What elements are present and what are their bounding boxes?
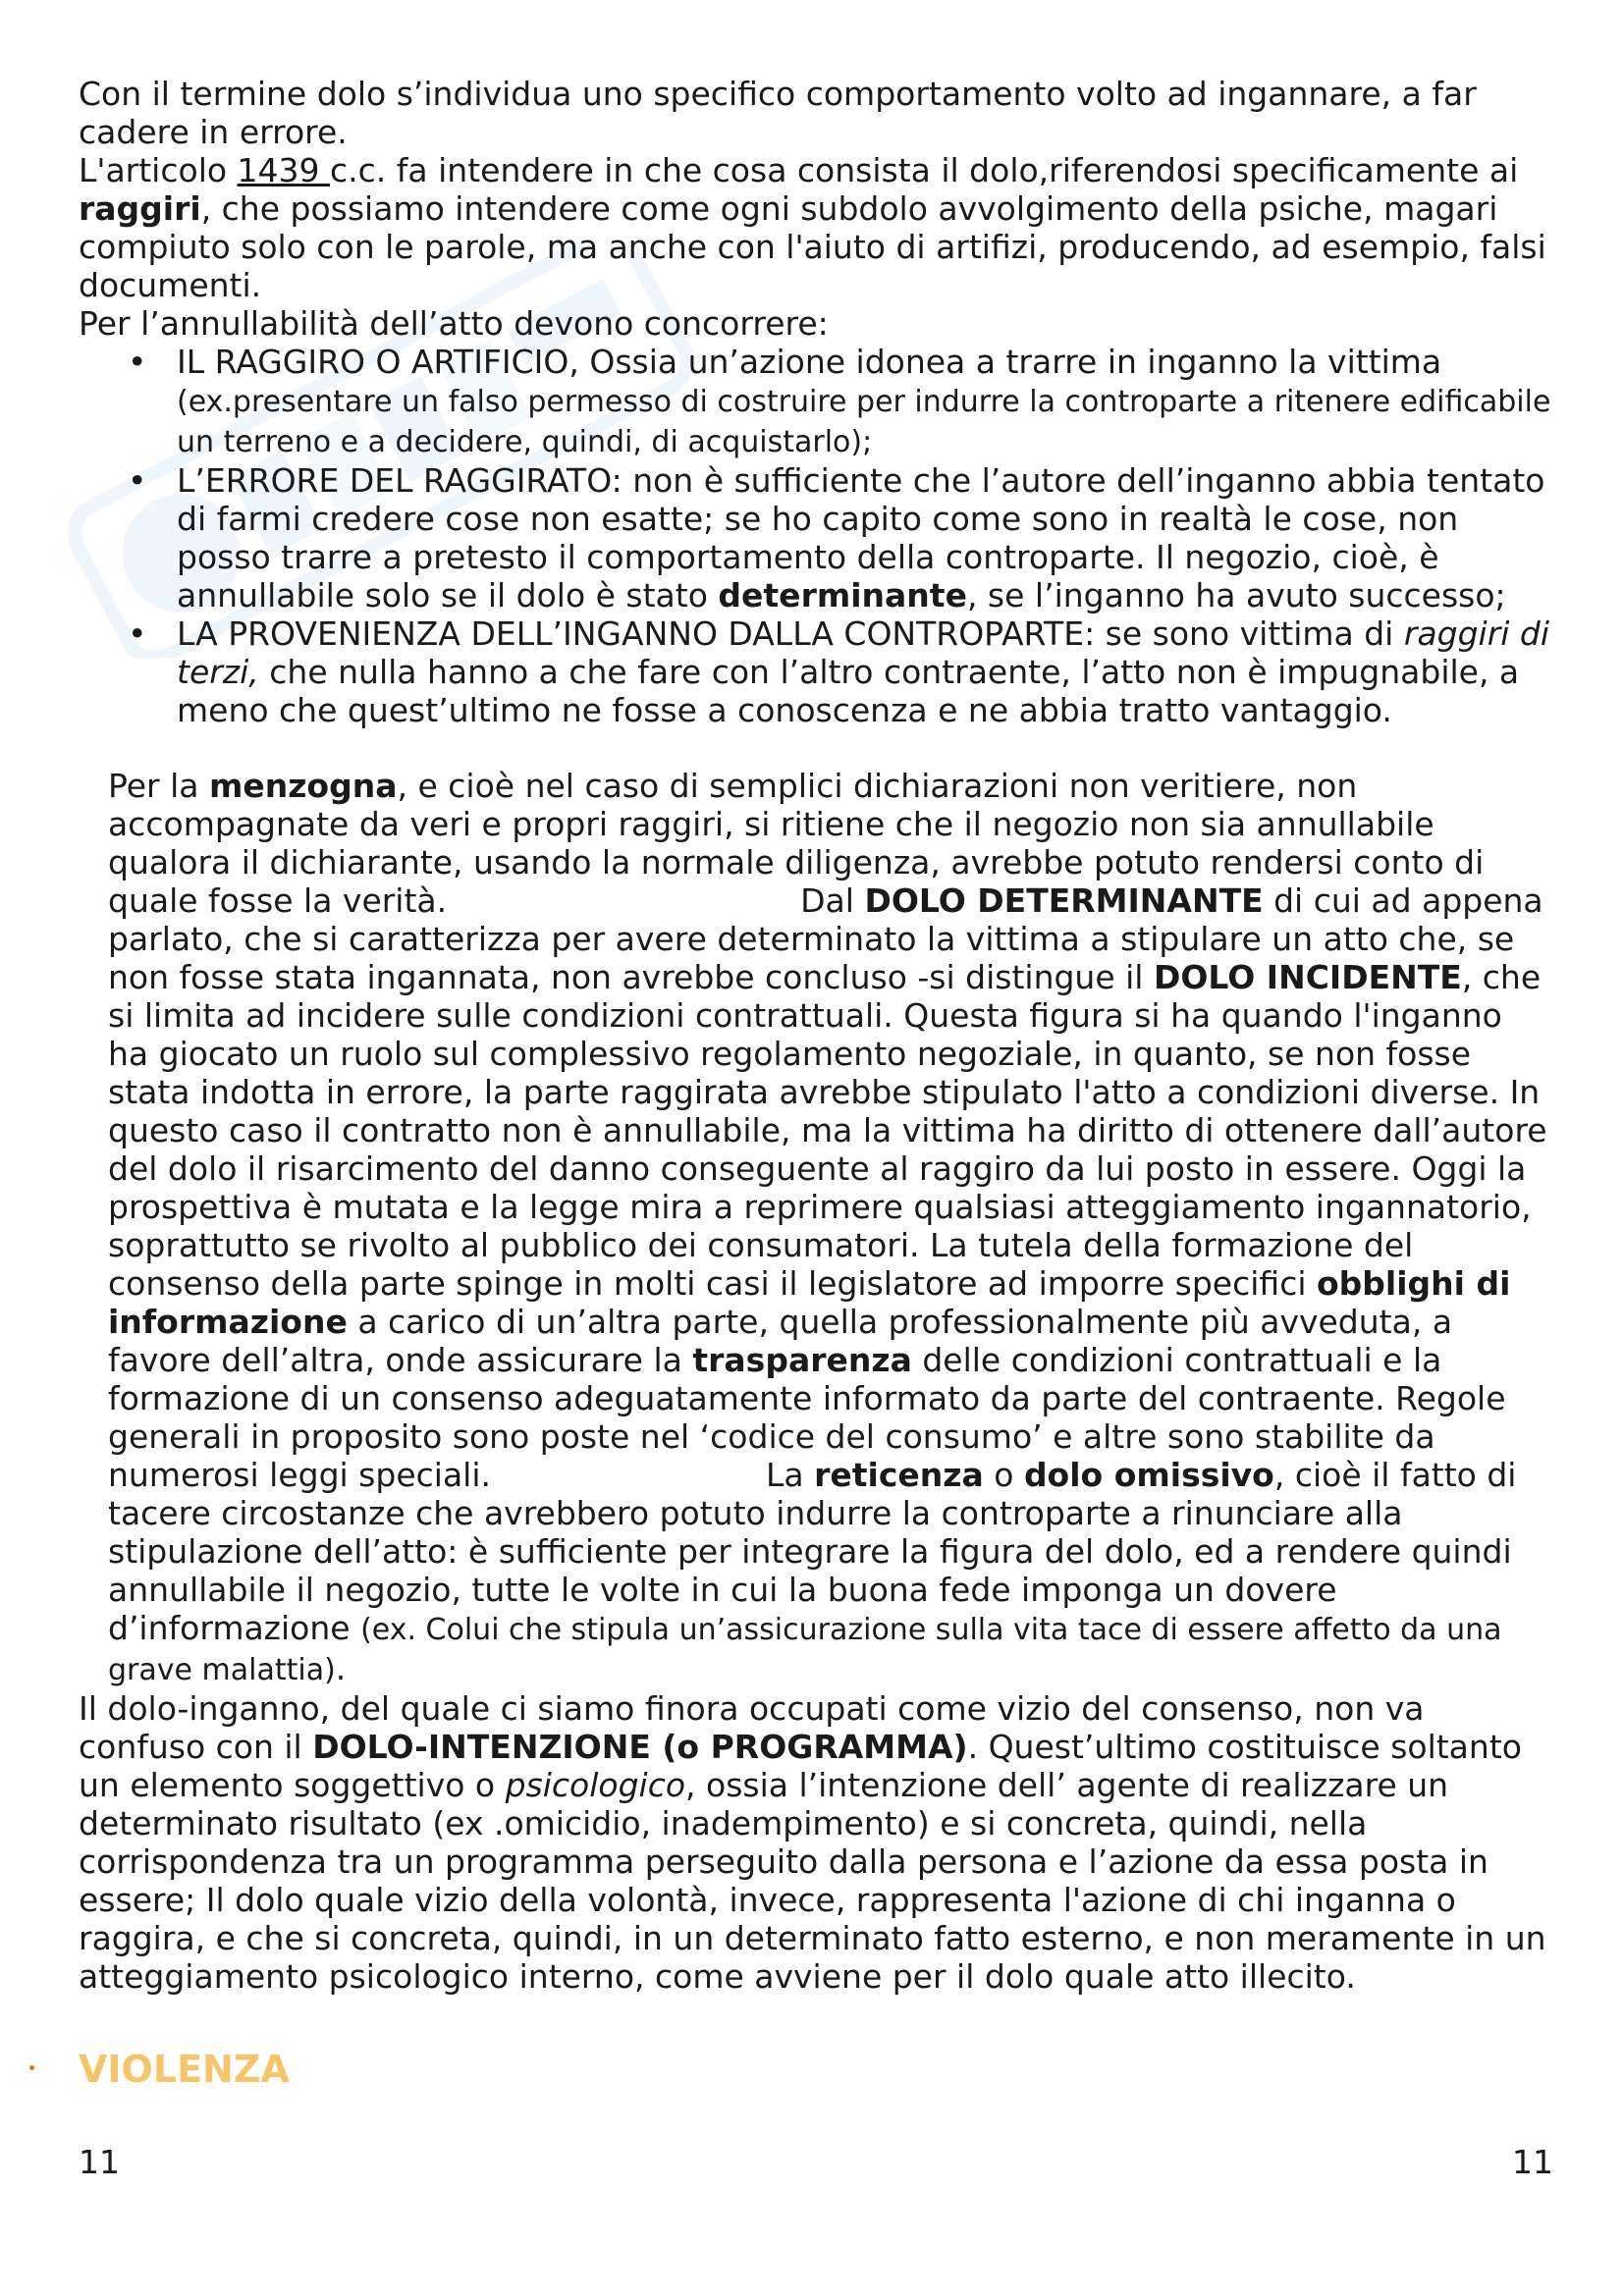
requirements-list <box>79 343 1551 729</box>
section-marker-dot <box>29 2065 34 2070</box>
paragraph-intro: Con il termine dolo s’individua uno specifico comportamento volto ad ingannare, a far cadere in errore. <box>79 75 1477 151</box>
list-item: • LA PROVENIENZA DELL’INGANNO DALLA CONTROPARTE: se sono vittima di raggiri di terzi, che nulla hanno a che fare con l’altro contraente, l’atto non è impugnabile, a meno che quest’ultimo ne fosse a conoscenza e ne abbia tratto vantaggio. <box>177 614 1551 729</box>
list-item: • L’ERRORE DEL RAGGIRATO: non è sufficiente che l’autore dell’inganno abbia tentato di farmi credere cose non esatte; se ho capito come sono in realtà le cose, non posso trarre a pretesto il comportamento della controparte. Il negozio, cioè, è annullabile solo se il dolo è stato determinante, se l’inganno ha avuto successo; <box>177 461 1551 614</box>
document-body <box>79 75 1551 1996</box>
paragraph-requirements: Per l’annullabilità dell’atto devono concorrere: <box>79 304 829 343</box>
paragraph-menzogna: Per la menzogna, e cioè nel caso di semplici dichiarazioni non veritiere, non accompagnate da veri e propri raggiri, si ritiene che il negozio non sia annullabile qualora il dichiarante, usando la normale diligenza, avrebbe potuto rendersi conto di quale fosse la verità. Dal DOLO DETERMINANTE di cui ad appena parlato, che si caratterizza per avere determinato la vittima a stipulare un atto che, se non fosse stata ingannata, non avrebbe concluso -si distingue il DOLO INCIDENTE, che si limita ad incidere sulle condizioni contrattuali. Questa figura si ha quando l'inganno ha giocato un ruolo sul complessivo regolamento negoziale, in quanto, se non fosse stata indotta in errore, la parte raggirata avrebbe stipulato l'atto a condizioni diverse. In questo caso il contratto non è annullabile, ma la vittima ha diritto di ottenere dall’autore del dolo il risarcimento del danno conseguente al raggiro da lui posto in essere. Oggi la prospettiva è mutata e la legge mira a reprimere qualsiasi atteggiamento ingannatorio, soprattutto se rivolto al pubblico dei consumatori. La tutela della formazione del consenso della parte spinge in molti casi il legislatore ad imporre specifici obblighi di informazione a carico di un’altra parte, quella professionalmente più avveduta, a favore dell’altra, onde assicurare la trasparenza delle condizioni contrattuali e la formazione di un consenso adeguatamente informato da parte del contraente. Regole generali in proposito sono poste nel ‘codice del consumo’ e altre sono stabilite da numerosi leggi speciali. La reticenza o dolo omissivo, cioè il fatto di tacere circostanze che avrebbero potuto indurre la controparte a rinunciare alla stipulazione dell’atto: è sufficiente per integrare la figura del dolo, ed a rendere quindi annullabile il negozio, tutte le volte in cui la buona fede imponga un dovere d’informazione (ex. Colui che stipula un’assicurazione sulla vita tace di essere affetto da una grave malattia). <box>108 767 1547 1687</box>
page-number-left: 11 <box>79 2143 120 2181</box>
page-number-right: 11 <box>1512 2143 1553 2181</box>
article-link[interactable]: 1439 <box>237 151 331 189</box>
paragraph-article: L'articolo 1439 c.c. fa intendere in che cosa consista il dolo,riferendosi specificamente ai raggiri, che possiamo intendere come ogni subdolo avvolgimento della psiche, magari compiuto solo con le parole, ma anche con l'aiuto di artifizi, producendo, ad esempio, falsi documenti. <box>79 151 1546 304</box>
section-heading: VIOLENZA <box>79 2048 290 2091</box>
list-item: • IL RAGGIRO O ARTIFICIO, Ossia un’azione idonea a trarre in inganno la vittima (ex.presentare un falso permesso di costruire per indurre la controparte a ritenere edificabile un terreno e a decidere, quindi, di acquistarlo); <box>177 343 1551 461</box>
paragraph-dolo-intenzione: Il dolo-inganno, del quale ci siamo finora occupati come vizio del consenso, non va confuso con il DOLO-INTENZIONE (o PROGRAMMA). Quest’ultimo costituisce soltanto un elemento soggettivo o psicologico, ossia l’intenzione dell’ agente di realizzare un determinato risultato (ex .omicidio, inadempimento) e si concreta, quindi, nella corrispondenza tra un programma perseguito dalla persona e l’azione da essa posta in essere; Il dolo quale vizio della volontà, invece, rappresenta l'azione di chi inganna o raggira, e che si concreta, quindi, in un determinato fatto esterno, e non meramente in un atteggiamento psicologico interno, come avviene per il dolo quale atto illecito. <box>79 1689 1546 1996</box>
